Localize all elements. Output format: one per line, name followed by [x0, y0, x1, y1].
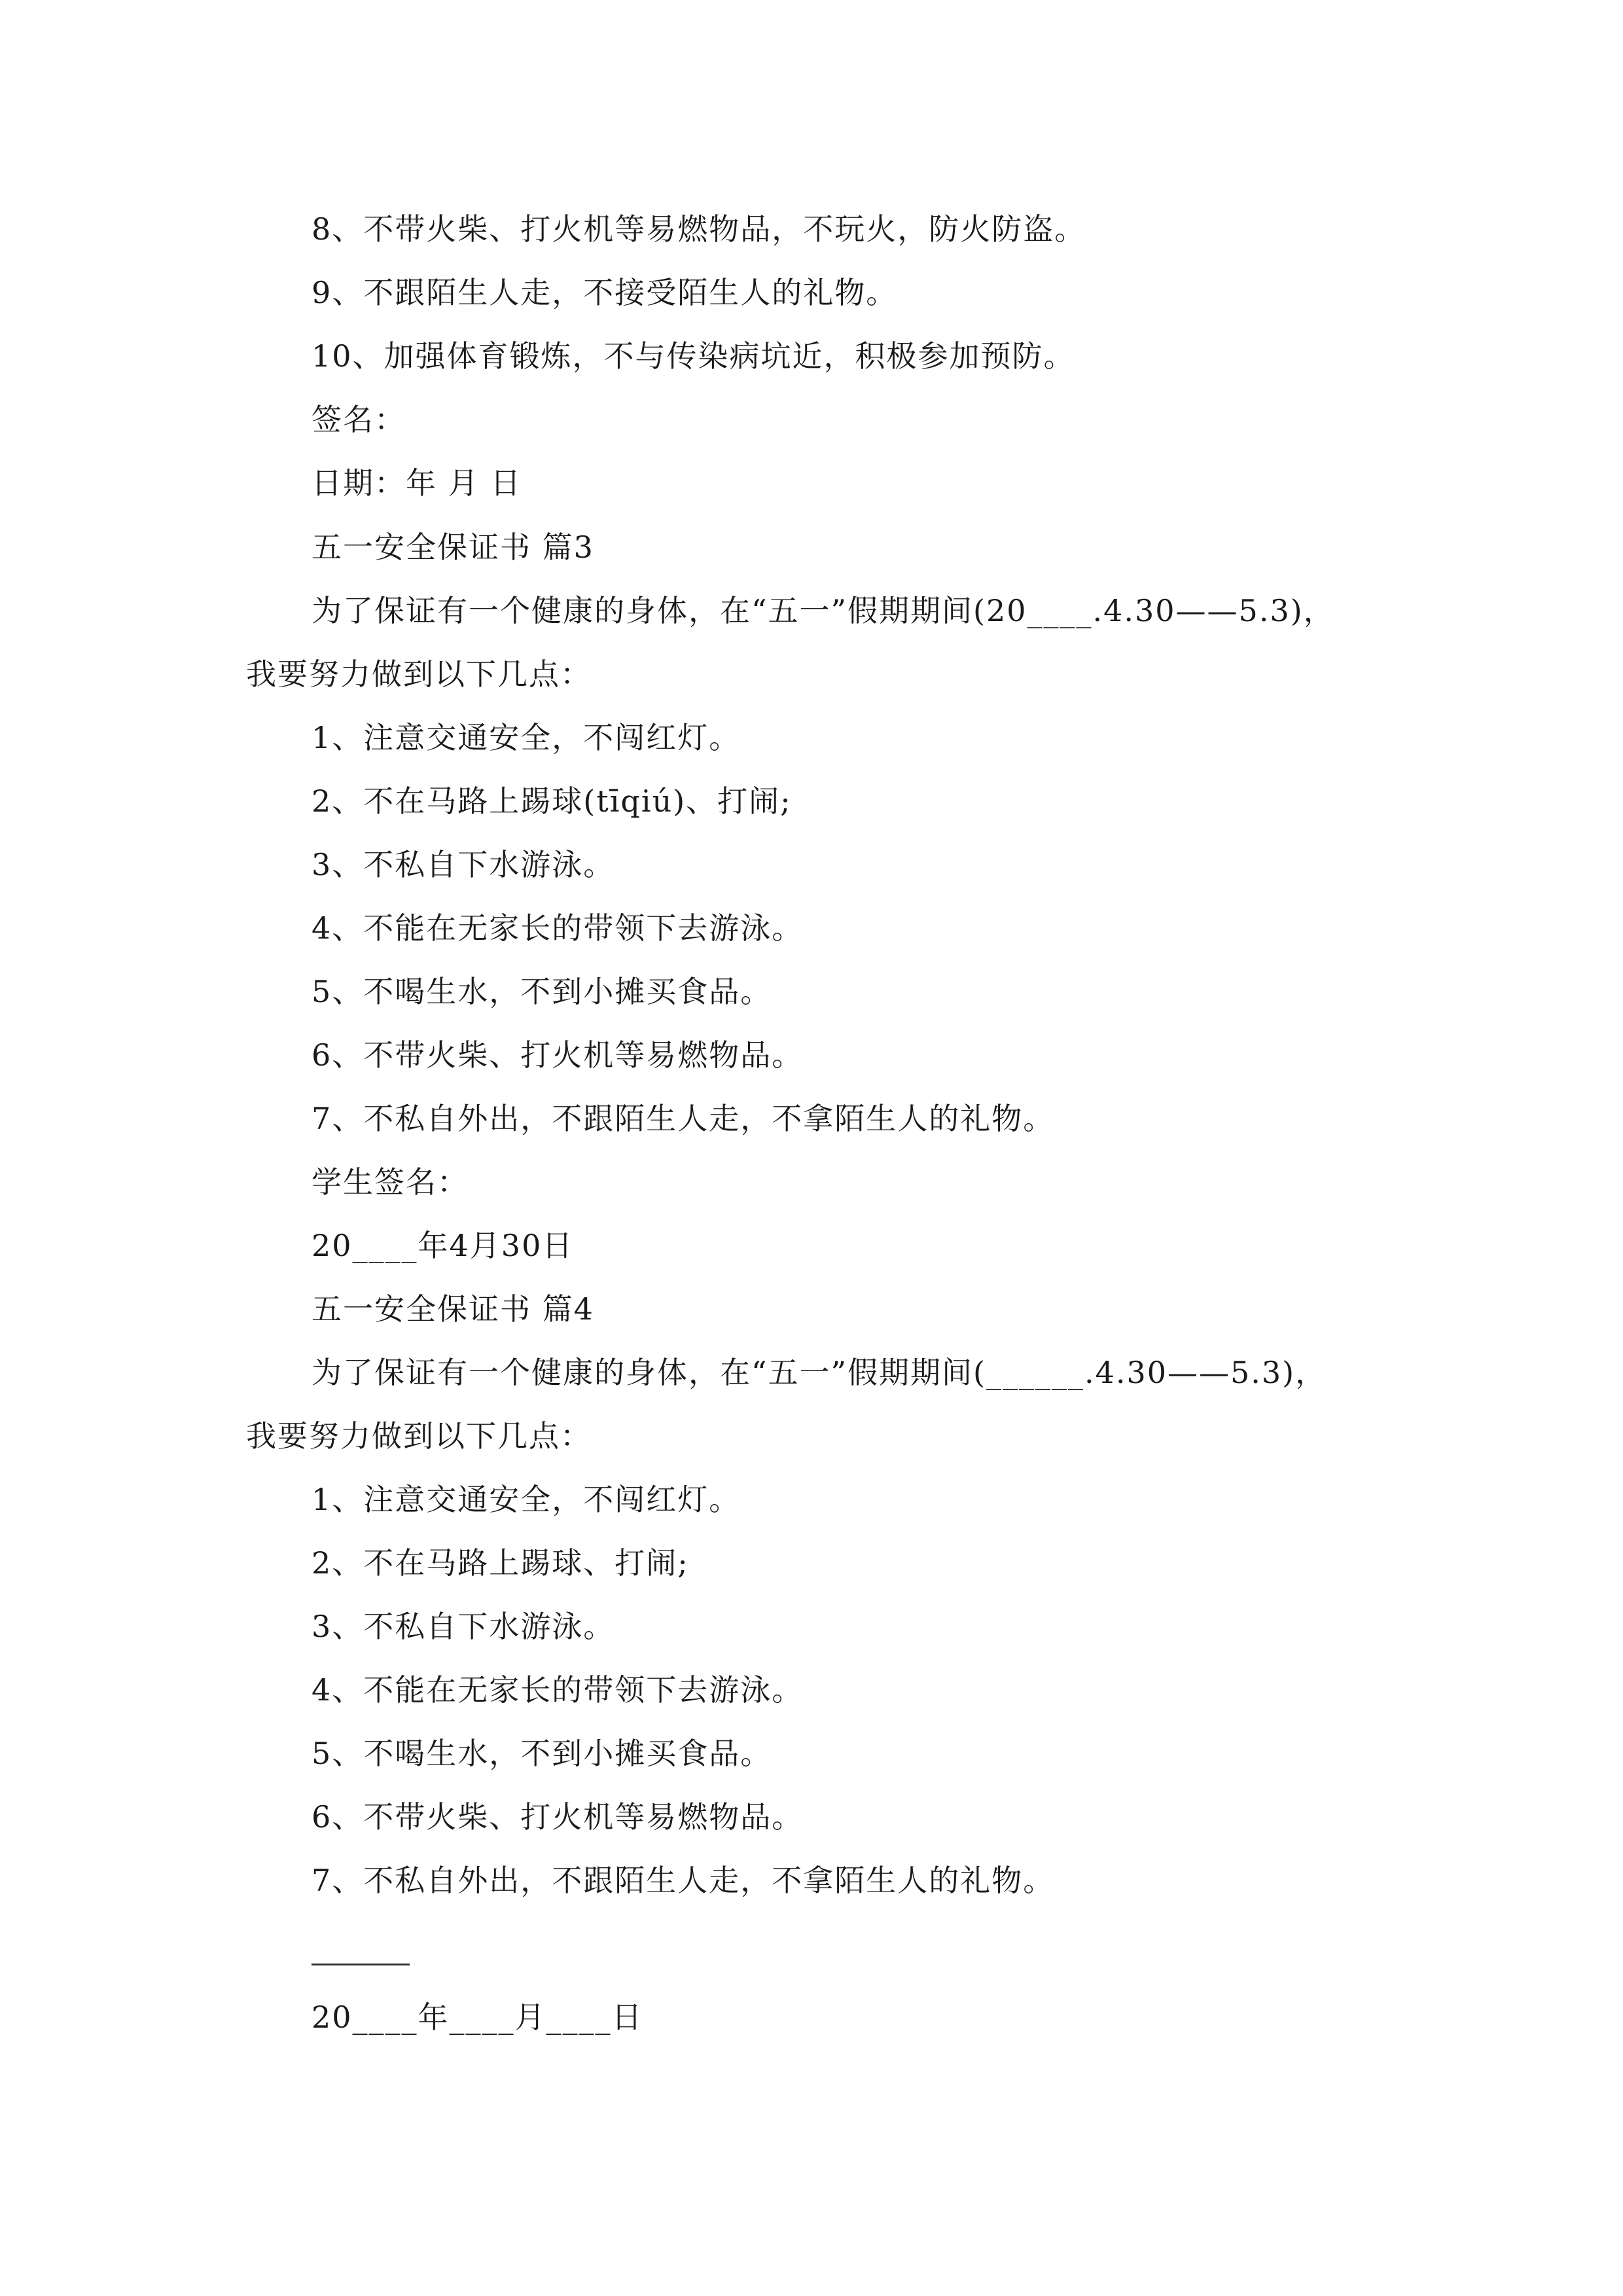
intro-paragraph: 为了保证有一个健康的身体，在“五一”假期期间(20____.4.30——5.3)， [312, 593, 1335, 628]
list-item: 4、不能在无家长的带领下去游泳。 [312, 910, 804, 946]
signature-label: 学生签名： [312, 1164, 469, 1200]
list-item: 7、不私自外出，不跟陌生人走，不拿陌生人的礼物。 [312, 1863, 1055, 1898]
date-label: 20____年____月____日 [312, 2000, 643, 2035]
section-heading: 五一安全保证书 篇3 [312, 529, 594, 565]
date-label: 日期：年 月 日 [312, 465, 522, 501]
list-item: 10、加强体育锻炼，不与传染病坑近，积极参加预防。 [312, 338, 1075, 374]
section-heading: 五一安全保证书 篇4 [312, 1291, 594, 1327]
list-item: 6、不带火柴、打火机等易燃物品。 [312, 1799, 804, 1835]
intro-paragraph-continued: 我要努力做到以下几点： [246, 656, 592, 692]
list-item: 2、不在马路上踢球(tīqiú)、打闹; [312, 783, 792, 819]
signature-underline [312, 1964, 410, 1965]
date-label: 20____年4月30日 [312, 1228, 574, 1263]
list-item: 1、注意交通安全，不闯红灯。 [312, 720, 741, 755]
intro-paragraph-continued: 我要努力做到以下几点： [246, 1418, 592, 1454]
list-item: 7、不私自外出，不跟陌生人走，不拿陌生人的礼物。 [312, 1101, 1055, 1136]
intro-paragraph: 为了保证有一个健康的身体，在“五一”假期期间(______.4.30——5.3)， [312, 1355, 1327, 1390]
list-item: 3、不私自下水游泳。 [312, 847, 615, 882]
list-item: 4、不能在无家长的带领下去游泳。 [312, 1672, 804, 1708]
list-item: 1、注意交通安全，不闯红灯。 [312, 1482, 741, 1517]
list-item: 5、不喝生水，不到小摊买食品。 [312, 974, 772, 1009]
list-item: 3、不私自下水游泳。 [312, 1609, 615, 1644]
list-item: 9、不跟陌生人走，不接受陌生人的礼物。 [312, 275, 898, 310]
list-item: 5、不喝生水，不到小摊买食品。 [312, 1736, 772, 1771]
list-item: 2、不在马路上踢球、打闹; [312, 1545, 689, 1581]
list-item: 8、不带火柴、打火机等易燃物品，不玩火，防火防盗。 [312, 211, 1086, 247]
signature-label: 签名： [312, 402, 406, 437]
list-item: 6、不带火柴、打火机等易燃物品。 [312, 1037, 804, 1073]
